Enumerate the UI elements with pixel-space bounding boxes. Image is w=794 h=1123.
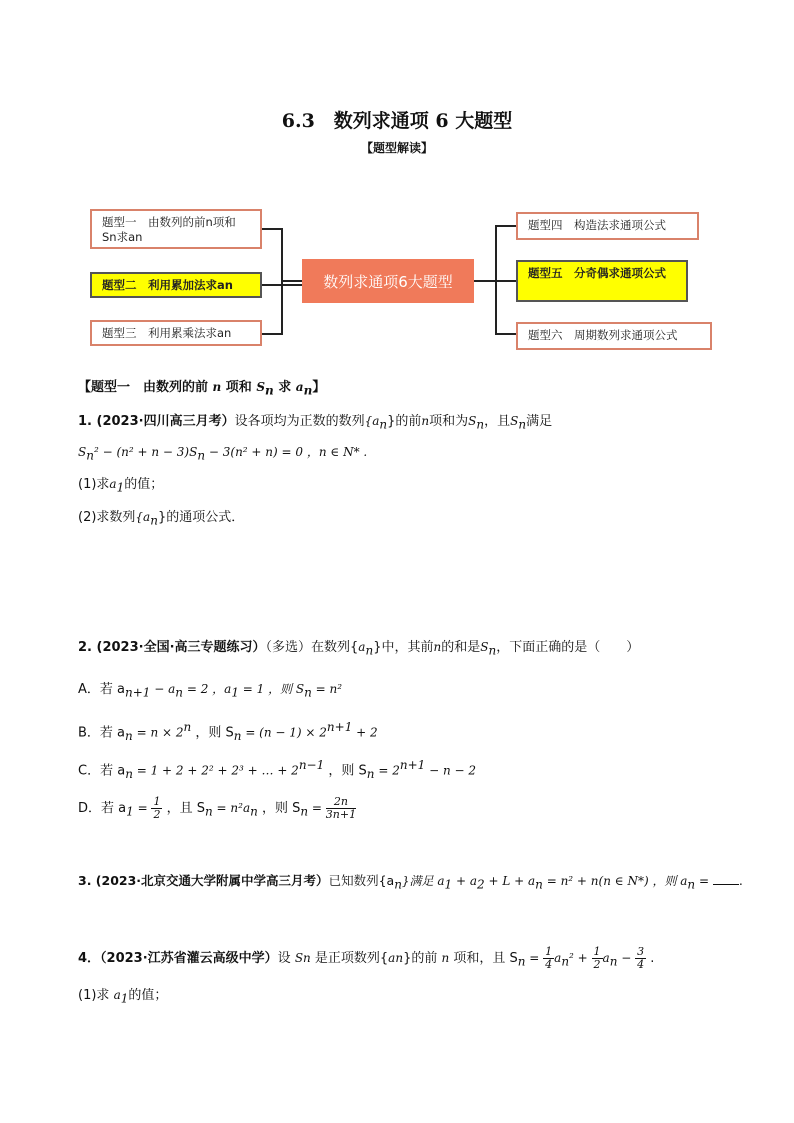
question-4-stem: 4．（2023·江苏省灌云高级中学）设 Sn 是正项数列{an}的前 n 项和，且 $S_n$ = $\frac{1}{4}$ $a_n^2$ + $\frac{1}{2}$ $a_n$ − $\frac{3}{4}$ .: [78, 945, 655, 971]
mindmap-node-type1: 题型一 由数列的前n项和Sn求an: [90, 209, 262, 249]
mindmap-center: 数列求通项6大题型: [302, 259, 474, 303]
question-1-equation: $S_n^2 - (n^2 + n - 3)S_n - 3(n^2 + n) = 0$ ，n ∈ N* .: [78, 445, 368, 463]
question-2-option-d: D．若 $a_1$ = $\frac{1}{2}$ ，且 $S_n = n^2a_n$ ，则 $S_n$ = $\frac{2n}{3n+1}$: [78, 795, 357, 821]
question-1-part-1: (1)求$a_1$的值；: [78, 477, 164, 495]
question-2-stem: 2. (2023·全国·高三专题练习）（多选）在数列$\{a_n\}$中，其前n的和是$S_n$，下面正确的是（ ）: [78, 640, 640, 658]
mindmap-node-type2: 题型二 利用累加法求an: [90, 272, 262, 298]
page-title: 6.3 数列求通项 6 大题型: [281, 110, 513, 132]
mindmap-node-type3: 题型三 利用累乘法求an: [90, 320, 262, 346]
page-subtitle: 【题型解读】: [360, 141, 433, 155]
mindmap-node-type6: 题型六 周期数列求通项公式: [516, 322, 712, 350]
answer-blank[interactable]: [713, 884, 739, 885]
left-bracket: [262, 229, 282, 334]
mindmap-node-type4: 题型四 构造法求通项公式: [516, 212, 699, 240]
mindmap-node-type5: 题型五 分奇偶求通项公式: [516, 260, 688, 302]
question-1-stem: 1. (2023·四川高三月考）设各项均为正数的数列$\{a_n\}$的前n项和为$S_n$，且$S_n$满足: [78, 414, 553, 432]
question-4-part-1: (1)求 $a_1$的值；: [78, 988, 168, 1006]
question-1-part-2: (2)求数列$\{a_n\}$的通项公式．: [78, 510, 245, 528]
question-2-option-c: C．若 $a_n = 1 + 2 + 2^2 + 2^3$ + … + $2^{n-1}$ ，则 $S_n = 2^{n+1} - n - 2$: [78, 758, 476, 781]
question-3: 3. (2023·北京交通大学附属中学高三月考）已知数列$\{a_n\}$满足 $a_1 + a_2 + L + a_n = n^2 + n(n$ ∈ N*) ，则 $a_n$ = .: [78, 873, 743, 892]
question-2-option-a: A．若 $a_{n+1} - a_n = 2$ ，$a_1 = 1$ ，则 $S_n = n^2$: [78, 682, 343, 700]
section-heading: 【题型一 由数列的前 n 项和 $S_n$ 求 $a_n$】: [78, 380, 326, 398]
question-2-option-b: B．若 $a_n = n \times 2^n$ ，则 $S_n = (n - 1) \times 2^{n+1} + 2$: [78, 720, 378, 743]
